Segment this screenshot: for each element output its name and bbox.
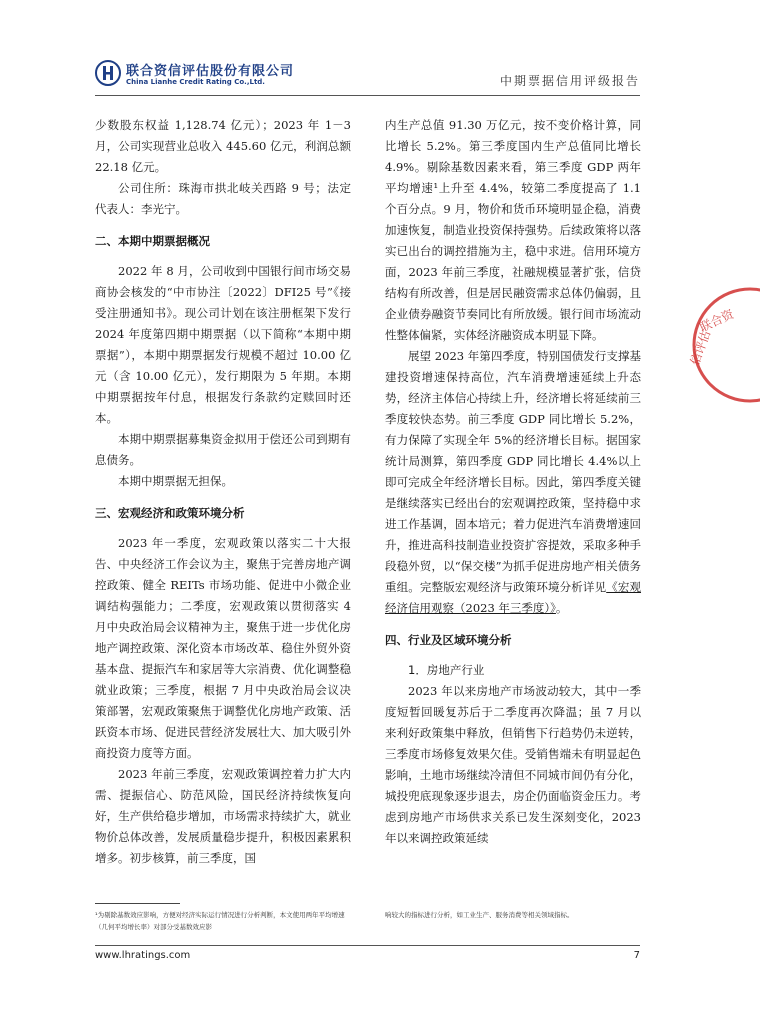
macro-report-link[interactable]: 《宏观经济信用观察（2023 年三季度）》	[385, 580, 642, 615]
company-name-en: China Lianhe Credit Rating Co.,Ltd.	[126, 78, 265, 86]
paragraph: 2023 年以来房地产市场波动较大，其中一季度短暂回暖复苏后于二季度再次降温；虽 7 月以来利好政策集中释放，但销售下行趋势仍未逆转，三季度市场修复效果欠佳。受销售端未有明显起色影响，土地市场继续冷清但不同城市间仍有分化，城投兜底现象逐步退去，房企仍面临资金压力。考虑到房地产市场供求关系已发生深刻变化，2023 年以来调控政策延续	[385, 684, 641, 845]
paragraph: 2022 年 8 月，公司收到中国银行间市场交易商协会核发的“中市协注〔2022〕DFI25 号”《接受注册通知书》。现公司计划在该注册框架下发行 2024 年度第四期中期票据（以下简称“本期中期票据”），本期中期票据发行规模不超过 10.00 亿元（含 10.00 亿元），发行期限为 5 年期。本期中期票据按年付息，根据发行条款约定赎回时还本。	[95, 264, 351, 425]
footer-url: www.lhratings.com	[95, 950, 191, 961]
company-logo-icon	[95, 60, 121, 86]
subsection-heading: 1．房地产行业	[408, 663, 485, 677]
paragraph: 2023 年前三季度，宏观政策调控着力扩大内需、提振信心、防范风险，国民经济持续恢复向好，生产供给稳步增加，市场需求持续扩大，就业物价总体改善，发展质量稳步提升，积极因素累积增多。初步核算，前三季度，国	[95, 767, 351, 865]
footer-divider	[95, 945, 640, 946]
footnote-left: ¹为剔除基数效应影响，方便对经济实际运行情况进行分析判断，本文使用两年平均增速（几何平均增长率）对部分受基数效应影	[95, 911, 345, 931]
paragraph: 公司住所：珠海市拱北岐关西路 9 号；法定代表人：李光宁。	[95, 181, 351, 216]
company-name-cn: 联合资信评估股份有限公司	[126, 64, 295, 79]
page-header	[95, 58, 640, 94]
paragraph-text: 展望 2023 年第四季度，特别国债发行支撑基建投资增速保持高位，汽车消费增速延续上升态势，经济主体信心持续上升，经济增长将延续前三季度较快态势。前三季度 GDP 同比增长 5.2%，有力保障了实现全年 5%的经济增长目标。据国家统计局测算，第四季度 GDP 同比增长 4.4%以上即可完成全年经济增长目标。因此，第四季度关键是继续落实已经出台的宏观调控政策，坚持稳中求进工作基调，固本培元；着力促进汽车消费增速回升，推进高科技制造业投资扩容提效，采取多种手段稳外贸，以“保交楼”为抓手促进房地产相关债务重组。完整版宏观经济与政策环境分析详见	[385, 349, 641, 594]
svg-text:信评估: 信评估	[687, 328, 714, 368]
section-heading: 四、行业及区域环境分析	[385, 633, 512, 647]
paragraph: 少数股东权益 1,128.74 亿元）；2023 年 1－3 月，公司实现营业总收入 445.60 亿元，利润总额 22.18 亿元。	[95, 118, 351, 174]
paragraph: 内生产总值 91.30 万亿元，按不变价格计算，同比增长 5.2%。第三季度国内生产总值同比增长 4.9%。剔除基数因素来看，第三季度 GDP 两年平均增速¹上升至 4.4%，较第二季度提高了 1.1 个百分点。9 月，物价和货币环境明显企稳，消费加速恢复，制造业投资保持强势。后续政策将以落实已出台的调控措施为主，稳中求进。信用环境方面，2023 年前三季度，社融规模显著扩张，信贷结构有所改善，但是居民融资需求总体仍偏弱，且企业债券融资节奏同比有所放缓。银行间市场流动性整体偏紧，实体经济融资成本明显下降。	[385, 118, 641, 342]
header-divider	[95, 95, 640, 96]
left-column	[95, 115, 351, 869]
footnote-divider	[95, 903, 180, 904]
paragraph: 2023 年一季度，宏观政策以落实二十大报告、中央经济工作会议为主，聚焦于完善房地产调控政策、健全 REITs 市场功能、促进中小微企业调结构强能力；二季度，宏观政策以贯彻落实 4 月中央政治局会议精神为主，聚焦于进一步优化房地产调控政策、深化资本市场改革、稳住外贸外资基本盘、提振汽车和家居等大宗消费、优化调整稳就业政策；三季度，根据 7 月中央政治局会议决策部署，宏观政策聚焦于调整优化房地产政策、活跃资本市场、促进民营经济发展壮大、加大吸引外商投资力度等方面。	[95, 536, 351, 760]
paragraph: 本期中期票据无担保。	[118, 474, 233, 488]
paragraph-end: 。	[555, 601, 568, 615]
report-title: 中期票据信用评级报告	[499, 74, 640, 88]
paragraph: 本期中期票据募集资金拟用于偿还公司到期有息债务。	[95, 432, 351, 467]
paragraph	[385, 346, 641, 619]
section-heading: 二、本期中期票据概况	[95, 234, 210, 248]
right-column	[385, 115, 641, 849]
company-seal-stamp	[687, 270, 760, 420]
footnote-right: 响较大的指标进行分析，如工业生产、服务消费等相关领域指标。	[385, 911, 574, 919]
svg-text:联合资: 联合资	[697, 306, 736, 335]
section-heading: 三、宏观经济和政策环境分析	[95, 506, 245, 520]
page-number: 7	[633, 950, 640, 961]
